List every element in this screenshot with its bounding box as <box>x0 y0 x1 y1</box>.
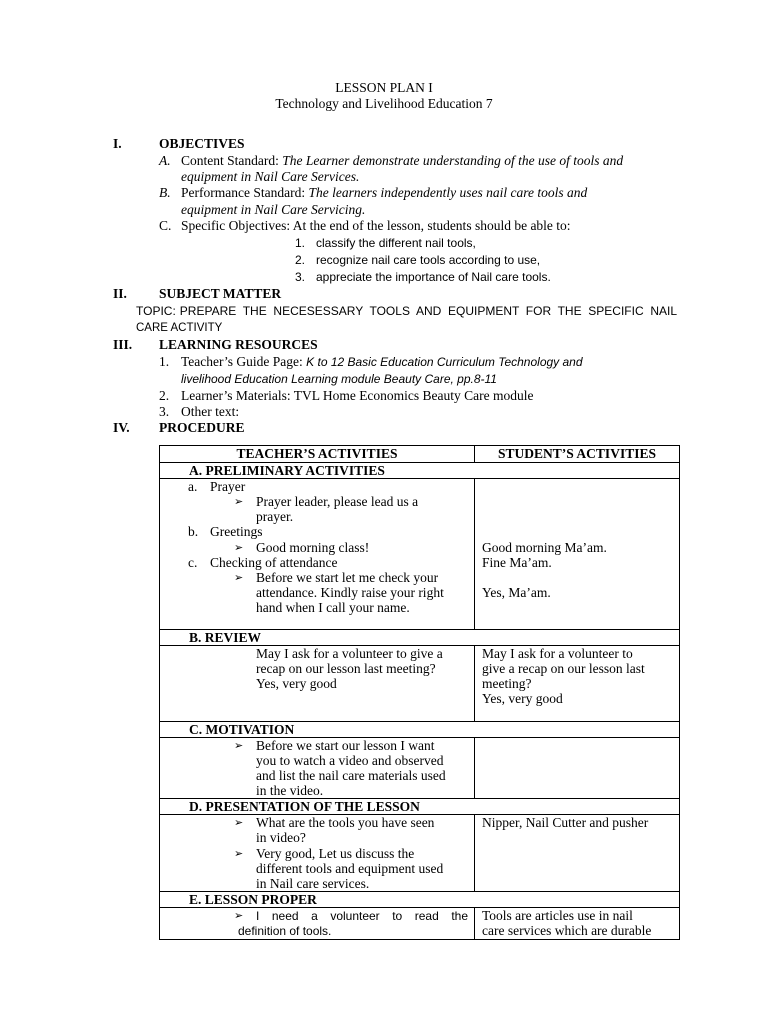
review-student-line3: meeting? <box>482 676 532 691</box>
presentation-line5: in Nail care services. <box>256 876 370 891</box>
item-letter-c: c. <box>188 555 198 570</box>
objective-b-text: The learners independently uses nail care tools and <box>308 185 588 200</box>
objective-b-letter: B. <box>159 185 171 200</box>
greeting-line: Good morning class! <box>256 540 370 555</box>
objective-b-line1 <box>181 185 587 201</box>
procedure-table <box>159 445 680 940</box>
specific-objective-3-num: 3. <box>295 270 306 284</box>
section-number-resources: III. <box>113 337 133 352</box>
student-response-greeting: Good morning Ma’am. <box>482 540 607 555</box>
attendance-line2: attendance. Kindly raise your right <box>256 585 444 600</box>
objective-b-label: Performance Standard: <box>181 185 306 200</box>
prayer-instruction-cont: prayer. <box>256 509 294 524</box>
section-heading-objectives: OBJECTIVES <box>159 136 245 151</box>
objective-a-label: Content Standard: <box>181 153 279 168</box>
resource-2-num: 2. <box>159 388 170 403</box>
section-heading-preliminary: A. PRELIMINARY ACTIVITIES <box>189 463 385 478</box>
topic-label: TOPIC: <box>136 304 176 318</box>
attendance-line3: hand when I call your name. <box>256 600 410 615</box>
arrow-bullet-icon: ➢ <box>234 740 244 752</box>
lesson-proper-line2: definition of tools. <box>238 924 332 938</box>
presentation-line3: Very good, Let us discuss the <box>256 846 415 861</box>
col-header-teacher: TEACHER’S ACTIVITIES <box>236 446 398 461</box>
presentation-line1: What are the tools you have seen <box>256 815 435 830</box>
motivation-line2: you to watch a video and observed <box>256 753 444 768</box>
arrow-bullet-icon: ➢ <box>234 572 244 584</box>
objective-b-line2: equipment in Nail Care Servicing. <box>181 202 366 217</box>
arrow-bullet-icon: ➢ <box>234 910 244 922</box>
table-row <box>160 738 680 799</box>
topic-text: PREPARE THE NECESESSARY TOOLS AND EQUIPMENT FOR THE SPECIFIC NAIL <box>179 304 677 318</box>
section-row-lesson-proper <box>160 892 680 908</box>
arrow-bullet-icon: ➢ <box>234 496 244 508</box>
arrow-bullet-icon: ➢ <box>234 542 244 554</box>
review-teacher-line3: Yes, very good <box>256 676 337 691</box>
section-row-presentation <box>160 799 680 815</box>
presentation-student-answer: Nipper, Nail Cutter and pusher <box>482 815 649 830</box>
presentation-line2: in video? <box>256 830 306 845</box>
resource-3-text: Other text: <box>181 404 240 419</box>
table-row <box>160 815 680 892</box>
topic-line2: CARE ACTIVITY <box>136 322 223 334</box>
objective-a-line1 <box>181 153 623 169</box>
section-heading-subject: SUBJECT MATTER <box>159 286 282 301</box>
item-prayer: Prayer <box>210 479 246 494</box>
topic-line1 <box>136 303 677 319</box>
section-heading-procedure: PROCEDURE <box>159 420 245 435</box>
section-heading-motivation: C. MOTIVATION <box>189 722 295 737</box>
page-title: LESSON PLAN I <box>335 80 433 95</box>
table-row <box>160 908 680 940</box>
section-number-procedure: IV. <box>113 420 130 435</box>
section-number-subject: II. <box>113 286 127 301</box>
item-letter-a: a. <box>188 479 198 494</box>
specific-objective-2-num: 2. <box>295 253 306 267</box>
arrow-bullet-icon: ➢ <box>234 817 244 829</box>
objective-a-letter: A. <box>159 153 171 168</box>
col-header-student: STUDENT’S ACTIVITIES <box>498 446 656 461</box>
section-heading-review: B. REVIEW <box>189 630 262 645</box>
review-student-line2: give a recap on our lesson last <box>482 661 645 676</box>
motivation-line4: in the video. <box>256 783 324 798</box>
resource-1-line2: livelihood Education Learning module Beauty Care, pp.8-11 <box>181 372 497 386</box>
lesson-proper-student-line2: care services which are durable <box>482 923 652 938</box>
resource-1-label: Teacher’s Guide Page: <box>181 354 303 369</box>
review-student-line4: Yes, very good <box>482 691 563 706</box>
section-heading-lesson-proper: E. LESSON PROPER <box>189 892 317 907</box>
item-letter-b: b. <box>188 524 199 539</box>
motivation-line3: and list the nail care materials used <box>256 768 446 783</box>
resource-1-text: K to 12 Basic Education Curriculum Technology and <box>306 355 583 369</box>
section-heading-presentation: D. PRESENTATION OF THE LESSON <box>189 799 420 814</box>
table-row <box>160 479 680 630</box>
student-response-attendance: Yes, Ma’am. <box>482 585 551 600</box>
arrow-bullet-icon: ➢ <box>234 848 244 860</box>
specific-objective-1-num: 1. <box>295 236 306 250</box>
item-greetings: Greetings <box>210 524 263 539</box>
resource-1-num: 1. <box>159 354 170 369</box>
section-row-preliminary <box>160 463 680 479</box>
objective-a-line2: equipment in Nail Care Services. <box>181 169 360 184</box>
objective-c-text: Specific Objectives: At the end of the lesson, students should be able to: <box>181 218 571 233</box>
table-header-row <box>160 446 680 463</box>
resource-3-num: 3. <box>159 404 170 419</box>
specific-objective-3: appreciate the importance of Nail care tools. <box>316 270 551 284</box>
page-subtitle: Technology and Livelihood Education 7 <box>275 96 493 111</box>
specific-objective-1: classify the different nail tools, <box>316 236 476 250</box>
attendance-line1: Before we start let me check your <box>256 570 439 585</box>
item-attendance: Checking of attendance <box>210 555 338 570</box>
objective-a-text: The Learner demonstrate understanding of the use of tools and <box>282 153 624 168</box>
review-teacher-line2: recap on our lesson last meeting? <box>256 661 436 676</box>
resource-1-line1 <box>181 354 583 370</box>
lesson-proper-line1: I need a volunteer to read the <box>256 909 468 923</box>
student-response-fine: Fine Ma’am. <box>482 555 552 570</box>
section-row-motivation <box>160 722 680 738</box>
section-number-objectives: I. <box>113 136 122 151</box>
motivation-line1: Before we start our lesson I want <box>256 738 435 753</box>
prayer-instruction: Prayer leader, please lead us a <box>256 494 419 509</box>
resource-2-text: Learner’s Materials: TVL Home Economics Beauty Care module <box>181 388 534 403</box>
review-student-line1: May I ask for a volunteer to <box>482 646 633 661</box>
presentation-line4: different tools and equipment used <box>256 861 444 876</box>
review-teacher-line1: May I ask for a volunteer to give a <box>256 646 443 661</box>
objective-c-letter: C. <box>159 218 172 233</box>
section-heading-resources: LEARNING RESOURCES <box>159 337 318 352</box>
specific-objective-2: recognize nail care tools according to use, <box>316 253 541 267</box>
lesson-proper-student-line1: Tools are articles use in nail <box>482 908 633 923</box>
table-row <box>160 646 680 722</box>
section-row-review <box>160 630 680 646</box>
